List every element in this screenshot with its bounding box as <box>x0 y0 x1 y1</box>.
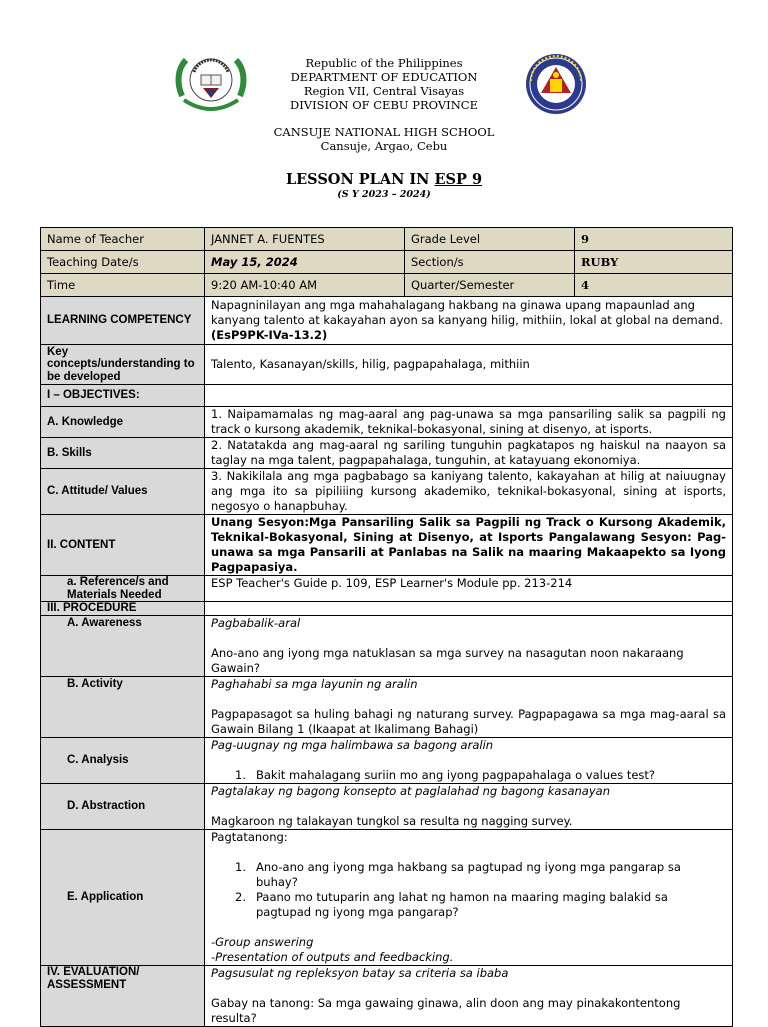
school-header <box>0 125 768 153</box>
analysis-item: Bakit mahalagang suriin mo ang iyong pagpapahalaga o values test? <box>256 768 656 782</box>
awareness-label: A. Awareness <box>41 616 205 677</box>
table-row <box>41 515 733 576</box>
table-row <box>41 602 733 616</box>
table-row <box>41 407 733 438</box>
evaluation-title: Pagsusulat ng repleksyon batay sa criteria sa ibaba <box>211 966 509 980</box>
header-line: Republic of the Philippines <box>305 56 463 70</box>
list-number: 2. <box>235 890 246 904</box>
lesson-plan-table <box>40 296 733 1027</box>
title-subject: ESP 9 <box>434 171 483 188</box>
knowledge-label: A. Knowledge <box>41 407 205 438</box>
competency-text: Napagninilayan ang mga mahahalagang hakbang na ginawa upang mapaunlad ang kanyang talento at kakayahan ayon sa kanyang hilig, mithiin, lokal at global na demand. <box>211 298 724 327</box>
table-row <box>41 966 733 1027</box>
quarter-value: 4 <box>575 274 733 297</box>
table-row <box>41 784 733 830</box>
table-row <box>41 297 733 345</box>
time-value: 9:20 AM-10:40 AM <box>205 274 405 297</box>
attitude-text: 3. Nakikilala ang mga pagbabago sa kaniyang talento, kakayahan at hilig at naiuugnay ang mga ito sa pipiliiing kursong akademiko, teknikal-bokasyonal, sining at isports, negosyo o hanapbuhay. <box>205 469 733 515</box>
list-item <box>211 890 726 920</box>
application-item-2: Paano mo tutuparin ang lahat ng hamon na maaring maging balakid sa pagtupad ng iyong mga pangarap? <box>256 890 668 919</box>
skills-label: B. Skills <box>41 438 205 469</box>
application-cell <box>205 830 733 966</box>
table-row <box>41 228 733 251</box>
school-address: Cansuje, Argao, Cebu <box>320 139 448 153</box>
activity-text: Pagpapasagot sa huling bahagi ng naturang survey. Pagpapagawa sa mga mag-aaral sa Gawain Bilang 1 (Ikaapat at Ikalimang Bahagi) <box>211 707 726 736</box>
dates-value: May 15, 2024 <box>205 251 405 274</box>
abstraction-cell <box>205 784 733 830</box>
empty-cell <box>205 385 733 407</box>
table-row <box>41 830 733 966</box>
application-label: E. Application <box>41 830 205 966</box>
concepts-text: Talento, Kasanayan/skills, hilig, pagpapahalaga, mithiin <box>205 345 733 385</box>
table-row <box>41 677 733 738</box>
table-row <box>41 469 733 515</box>
references-text: ESP Teacher's Guide p. 109, ESP Learner's Module pp. 213-214 <box>205 576 733 602</box>
table-row <box>41 438 733 469</box>
knowledge-text: 1. Naipamamalas ng mag-aaral ang pag-unawa sa mga pansariling salik sa pagpili ng track o kursong akademik, teknikal-bokasyonal, sining at disenyo, at isports. <box>205 407 733 438</box>
content-text: Unang Sesyon:Mga Pansariling Salik sa Pagpili ng Track o Kursong Akademik, Teknikal-Bokasyonal, Sining at Disenyo, at Isports Pangalawang Sesyon: Pag-unawa sa mga Pansarili at Panlabas na Salik na maaring Makaapekto sa Iyong Pagpapasiya. <box>205 515 733 576</box>
table-row <box>41 738 733 784</box>
school-year: (S Y 2023 – 2024) <box>337 189 431 200</box>
evaluation-cell <box>205 966 733 1027</box>
table-row <box>41 616 733 677</box>
abstraction-text: Magkaroon ng talakayan tungkol sa resulta ng nagging survey. <box>211 814 573 828</box>
teacher-value: JANNET A. FUENTES <box>205 228 405 251</box>
content-label: II. CONTENT <box>41 515 205 576</box>
abstraction-label: D. Abstraction <box>41 784 205 830</box>
objectives-label: I – OBJECTIVES: <box>41 385 205 407</box>
school-name: CANSUJE NATIONAL HIGH SCHOOL <box>273 125 495 139</box>
quarter-label: Quarter/Semester <box>405 274 575 297</box>
list-number: 1. <box>235 860 246 874</box>
grade-label: Grade Level <box>405 228 575 251</box>
table-row <box>41 385 733 407</box>
procedure-label: III. PROCEDURE <box>41 602 205 616</box>
evaluation-text: Gabay na tanong: Sa mga gawaing ginawa, alin doon ang may pinakakontentong resulta? <box>211 996 681 1025</box>
header-line: DEPARTMENT OF EDUCATION <box>290 70 478 84</box>
time-label: Time <box>41 274 205 297</box>
list-number: 1. <box>235 768 246 782</box>
awareness-title: Pagbabalik-aral <box>211 616 301 630</box>
grade-value: 9 <box>575 228 733 251</box>
teacher-label: Name of Teacher <box>41 228 205 251</box>
application-item-1: Ano-ano ang iyong mga hakbang sa pagtupad ng iyong mga pangarap sa buhay? <box>256 860 681 889</box>
competency-cell <box>205 297 733 345</box>
header-line: DIVISION OF CEBU PROVINCE <box>290 98 478 112</box>
section-value: RUBY <box>575 251 733 274</box>
list-item <box>211 860 726 890</box>
application-note-2: -Presentation of outputs and feedbacking. <box>211 950 454 964</box>
analysis-label: C. Analysis <box>41 738 205 784</box>
application-title: Pagtatanong: <box>211 830 288 844</box>
table-row <box>41 251 733 274</box>
concepts-label: Key concepts/understanding to be developed <box>41 345 205 385</box>
evaluation-label: IV. EVALUATION/ ASSESSMENT <box>41 966 205 1027</box>
application-note-1: -Group answering <box>211 935 314 949</box>
awareness-text: Ano-ano ang iyong mga natuklasan sa mga survey na nasagutan noon nakaraang Gawain? <box>211 646 684 675</box>
table-row <box>41 274 733 297</box>
table-row <box>41 576 733 602</box>
activity-cell <box>205 677 733 738</box>
document-title <box>0 171 768 188</box>
awareness-cell <box>205 616 733 677</box>
table-row <box>41 345 733 385</box>
dates-label: Teaching Date/s <box>41 251 205 274</box>
empty-cell <box>205 602 733 616</box>
references-label: a. Reference/s and Materials Needed <box>41 576 205 602</box>
skills-text: 2. Natatakda ang mag-aaral ng sariling tunguhin pagkatapos ng haiskul na naayon sa taglay na mga talent, pagpapahalaga, tunguhin, at katayuang ekonomiya. <box>205 438 733 469</box>
competency-code: (EsP9PK-IVa-13.2) <box>211 328 328 342</box>
analysis-title: Pag-uugnay ng mga halimbawa sa bagong aralin <box>211 738 494 752</box>
government-header <box>0 56 768 112</box>
activity-title: Paghahabi sa mga layunin ng aralin <box>211 677 418 691</box>
competency-label: LEARNING COMPETENCY <box>41 297 205 345</box>
section-label: Section/s <box>405 251 575 274</box>
attitude-label: C. Attitude/ Values <box>41 469 205 515</box>
analysis-cell <box>205 738 733 784</box>
title-prefix: LESSON PLAN IN <box>285 171 435 188</box>
activity-label: B. Activity <box>41 677 205 738</box>
teacher-info-table <box>40 227 733 297</box>
abstraction-title: Pagtalakay ng bagong konsepto at paglalahad ng bagong kasanayan <box>211 784 610 798</box>
header-line: Region VII, Central Visayas <box>303 84 465 98</box>
list-item <box>211 768 726 783</box>
